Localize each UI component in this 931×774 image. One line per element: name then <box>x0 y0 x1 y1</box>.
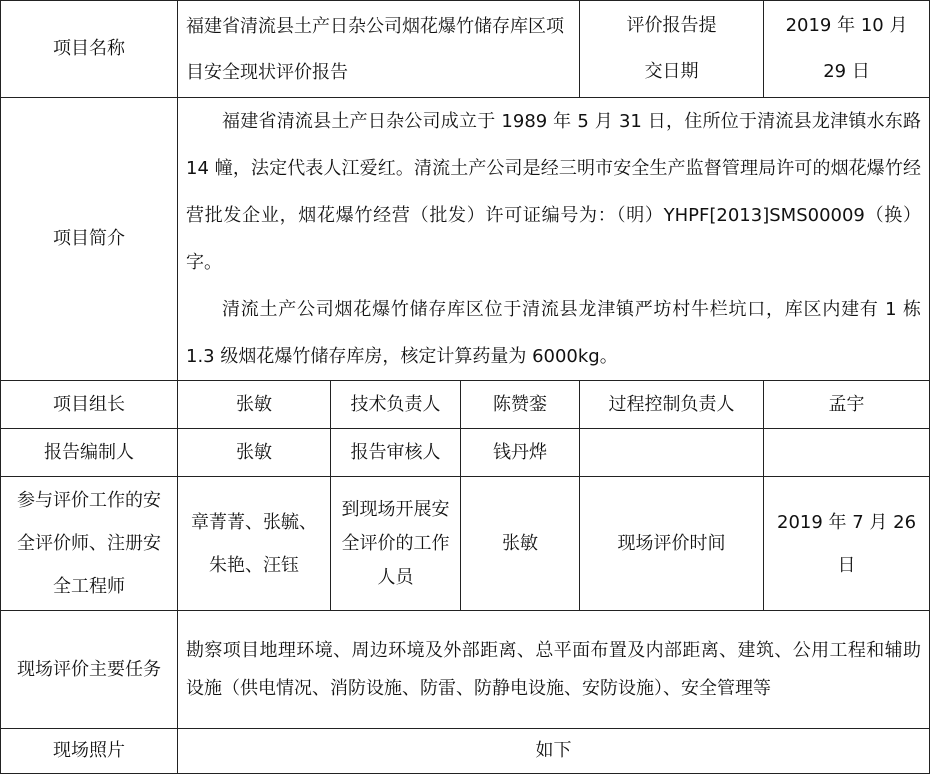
onsite-staff-label <box>331 477 461 611</box>
participants-label <box>1 477 178 611</box>
participants-label-text: 参与评价工作的安全评价师、注册安全工程师 <box>17 490 161 597</box>
onsite-staff-value: 张敏 <box>461 477 580 611</box>
row-site-photos <box>1 729 930 774</box>
row-participants <box>1 477 930 611</box>
main-tasks-label-text: 现场评价主要任务 <box>17 659 161 680</box>
tech-lead-value: 陈赞銮 <box>461 381 580 429</box>
empty-cell <box>764 429 930 477</box>
submit-date-label-text: 评价报告提交日期 <box>626 15 717 82</box>
tech-lead-label: 技术负责人 <box>331 381 461 429</box>
main-tasks-value <box>178 611 930 729</box>
project-name-label: 项目名称 <box>1 1 178 98</box>
site-photos-label: 现场照片 <box>1 729 178 774</box>
submit-date-value-text: 2019 年 10 月 29 日 <box>785 15 908 82</box>
submit-date-label <box>580 1 764 98</box>
intro-paragraph-2: 清流土产公司烟花爆竹储存库区位于清流县龙津镇严坊村牛栏坑口，库区内建有 1 栋 1.3 级烟花爆竹储存库房，核定计算药量为 6000kg。 <box>186 299 922 367</box>
project-leader-label: 项目组长 <box>1 381 178 429</box>
submit-date-value <box>764 1 930 98</box>
row-main-tasks <box>1 611 930 729</box>
empty-cell <box>580 429 764 477</box>
report-reviewer-label: 报告审核人 <box>331 429 461 477</box>
project-leader-value: 张敏 <box>178 381 331 429</box>
project-name-value <box>178 1 580 98</box>
participants-value-text: 章菁菁、张毓、朱艳、汪钰 <box>191 511 317 576</box>
row-project-intro <box>1 98 930 381</box>
onsite-time-value-text: 2019 年 7 月 26 日 <box>777 511 917 576</box>
process-control-value: 孟宇 <box>764 381 930 429</box>
main-tasks-text: 勘察项目地理环境、周边环境及外部距离、总平面布置及内部距离、建筑、公用工程和辅助设施（供电情况、消防设施、防雷、防静电设施、安防设施）、安全管理等 <box>186 639 922 699</box>
participants-value <box>178 477 331 611</box>
onsite-staff-label-text: 到现场开展安全评价的工作人员 <box>341 498 450 588</box>
row-project-leader <box>1 381 930 429</box>
onsite-time-label: 现场评价时间 <box>580 477 764 611</box>
report-author-label: 报告编制人 <box>1 429 178 477</box>
main-tasks-label <box>1 611 178 729</box>
process-control-label: 过程控制负责人 <box>580 381 764 429</box>
report-author-value: 张敏 <box>178 429 331 477</box>
project-intro-content <box>178 98 930 381</box>
project-name-text: 福建省清流县土产日杂公司烟花爆竹储存库区项目安全现状评价报告 <box>186 16 564 83</box>
project-intro-label: 项目简介 <box>1 98 178 381</box>
onsite-time-value <box>764 477 930 611</box>
report-reviewer-value: 钱丹烨 <box>461 429 580 477</box>
row-report-author <box>1 429 930 477</box>
row-project-name <box>1 1 930 98</box>
intro-paragraph-1: 福建省清流县土产日杂公司成立于 1989 年 5 月 31 日，住所位于清流县龙津镇水东路 14 幢，法定代表人江爱红。清流土产公司是经三明市安全生产监督管理局许可的烟花爆竹经营批发企业，烟花爆竹经营（批发）许可证编号为：（明）YHPF[2013]SMS00009（换）字。 <box>186 111 922 273</box>
site-photos-value: 如下 <box>178 729 930 774</box>
